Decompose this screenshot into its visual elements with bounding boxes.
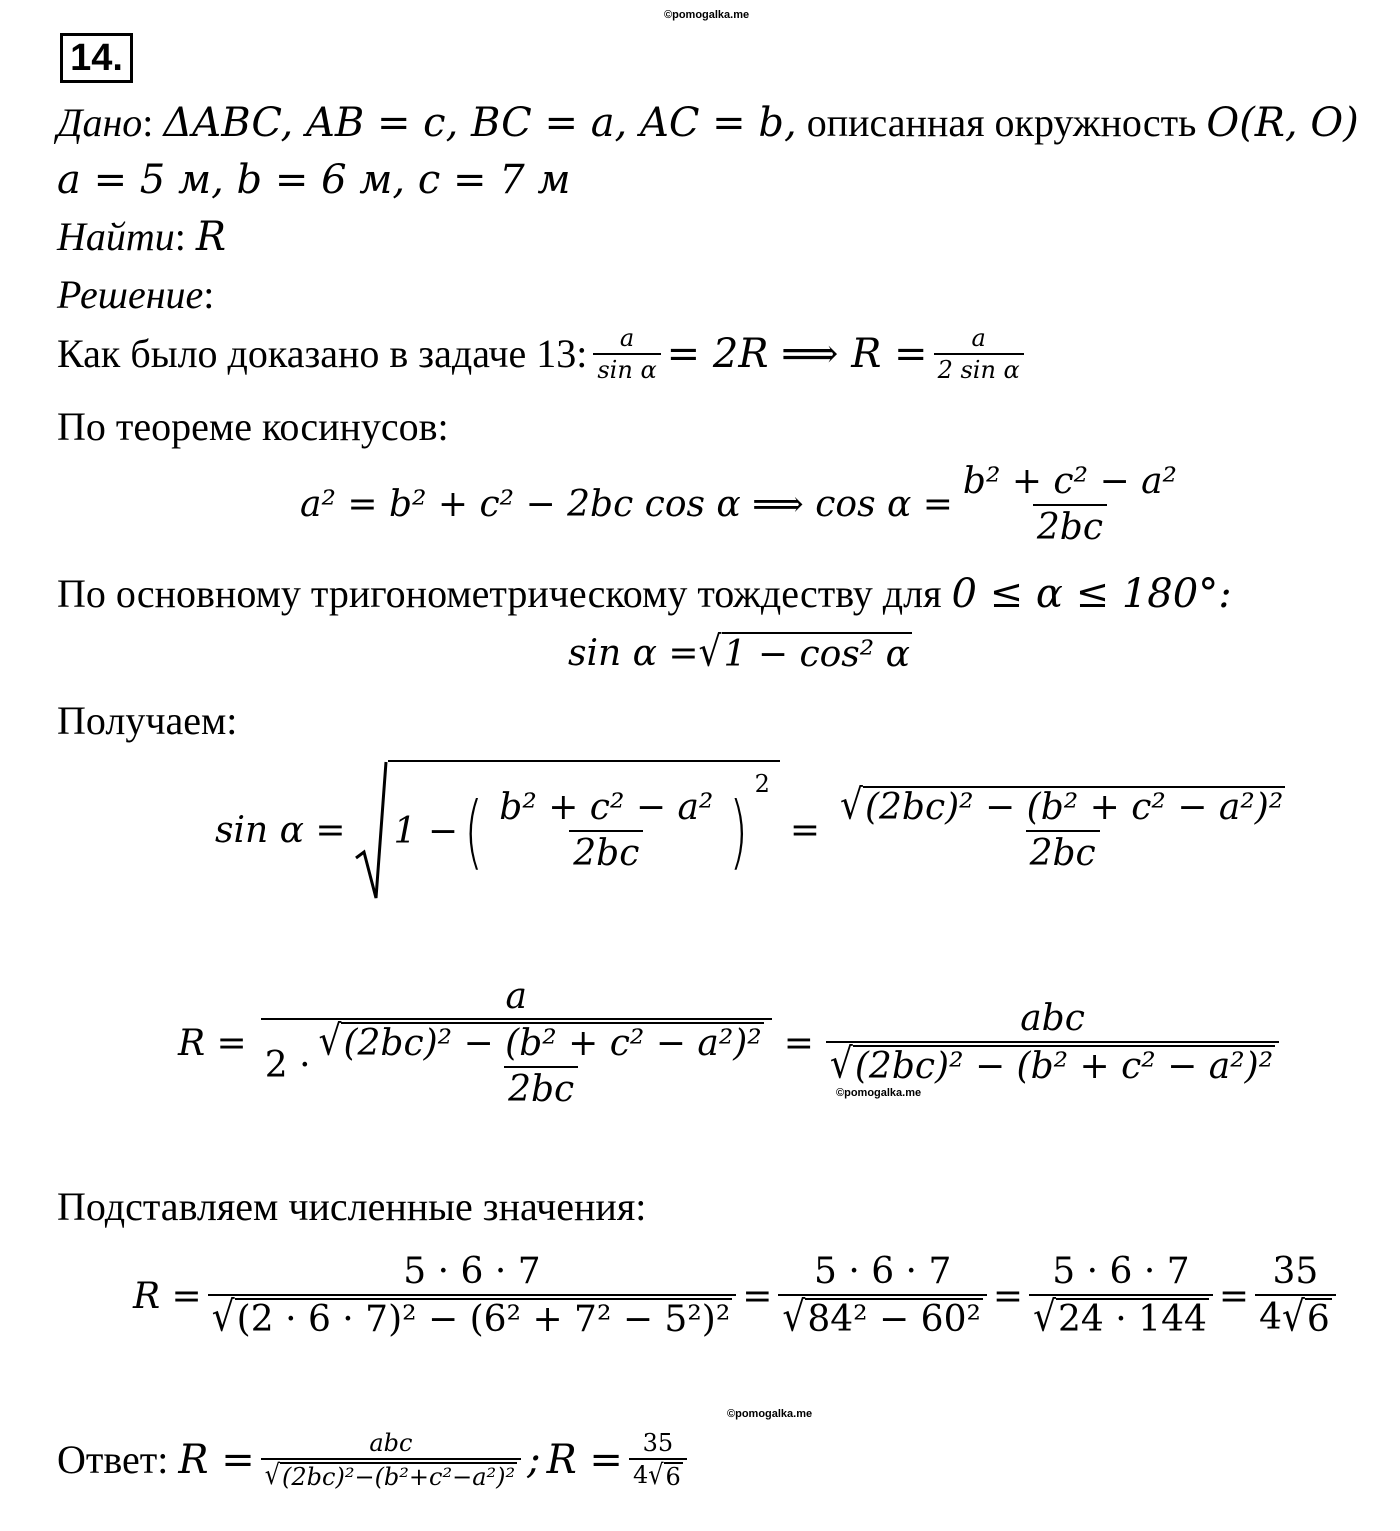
answer-fraction-1: abc √ (2bc)²−(b²+c²−a²)²: [261, 1430, 521, 1491]
given-label: Дано: [57, 100, 143, 145]
numeric-fraction-1: 5 · 6 · 7 √ (2 · 6 · 7)² − (6² + 7² − 5²)²: [208, 1252, 737, 1339]
radical-icon: √: [698, 628, 722, 676]
step2-text: По теореме косинусов:: [57, 404, 449, 449]
step1-text: Как было доказано в задаче 13:: [57, 331, 588, 377]
r-fraction-1: a 2 · √ (2bc)² − (b² + c² − a²)² 2bc: [261, 977, 772, 1110]
find-line: Найти: R: [57, 214, 227, 260]
numeric-formula: R = 5 · 6 · 7 √ (2 · 6 · 7)² − (6² + 7² − 5²)² = 5 · 6 · 7 √ 84² − 60² = 5 · 6 · 7 √ 24 · 144 = 35 4 √ 6: [133, 1236, 1342, 1356]
solution-line: Решение:: [57, 272, 215, 317]
cosine-formula: [300, 462, 1187, 547]
identity-formula: [568, 628, 912, 676]
given-values: a = 5 м, b = 6 м, c = 7 м: [57, 157, 571, 203]
answer-line: Ответ: R = abc √ (2bc)²−(b²+c²−a²)² ; R = 35 4 √ 6: [57, 1420, 693, 1500]
r-formula: R = a 2 · √ (2bc)² − (b² + c² − a²)² 2bc = abc √ (2bc)² − (b² + c² − a²)²: [178, 963, 1285, 1123]
sin-big-radical: 1 − ( $\frac{\text{b² + c² − a²}}{2bc}$ ) 2: [354, 760, 780, 900]
step3-line: [57, 570, 1232, 618]
step3-range: 0 ≤ α ≤ 180°:: [951, 571, 1232, 617]
right-paren: ): [729, 784, 749, 878]
watermark-bottom: ©pomogalka.me: [727, 1408, 813, 1420]
sin-rhs-fraction: √ (2bc)² − (b² + c² − a²)² 2bc: [840, 782, 1284, 874]
identity-lhs: sin α =: [568, 633, 699, 674]
find-label: Найти: [57, 214, 175, 259]
sin-lhs: sin α =: [215, 809, 346, 851]
step1-fraction-2: $\frac{a}{\text{2 sin α}}$: [934, 325, 1024, 384]
answer-label: Ответ:: [57, 1437, 169, 1482]
solution-label: Решение: [57, 272, 204, 317]
cosine-fraction: $\frac{\text{b² + c² − a²}}{2bc}$: [962, 461, 1177, 548]
given-circle-text: описанная окружность: [806, 100, 1197, 145]
step1-fraction-1: $\frac{a}{\text{sin α}}$: [593, 325, 660, 384]
step4-text: Получаем:: [57, 698, 238, 743]
r-lhs: R =: [178, 1022, 247, 1064]
answer-fraction-2: 35 4 √ 6: [629, 1430, 687, 1491]
watermark-top: ©pomogalka.me: [664, 9, 750, 21]
identity-radical: √ 1 − cos² α: [699, 632, 912, 675]
step1-mid: = 2R ⟹ R =: [666, 331, 928, 378]
watermark-middle: ©pomogalka.me: [836, 1087, 922, 1099]
given-line: Дано: ΔABC, AB = c, BC = a, AC = b, описанная окружность O(R, O): [57, 100, 1359, 146]
sin-formula: sin α = 1 − ( $\frac{\text{b² + c² − a²}}{2bc}$ ) 2 = √ (2bc)² − (b² + c² − a²)² 2bc: [215, 760, 1295, 900]
numeric-fraction-2: 5 · 6 · 7 √ 84² − 60²: [778, 1252, 986, 1339]
given-triangle: ΔABC, AB = c, BC = a, AC = b,: [163, 100, 797, 146]
cosine-lhs: a² = b² + c² − 2bc cos α ⟹ cos α =: [300, 484, 953, 526]
problem-number: 14.: [60, 33, 133, 83]
big-radical-icon: [354, 760, 388, 900]
left-paren: (: [464, 784, 484, 878]
r-fraction-2: abc √ (2bc)² − (b² + c² − a²)²: [826, 999, 1279, 1086]
numeric-fraction-4: 35 4 √ 6: [1255, 1252, 1336, 1339]
sin-inner-fraction: $\frac{\text{b² + c² − a²}}{2bc}$: [499, 787, 714, 874]
find-value: R: [195, 214, 227, 260]
step3-text: По основному тригонометрическому тождеству для: [57, 571, 942, 616]
step5-text: Подставляем численные значения:: [57, 1184, 647, 1229]
step1-line: [57, 325, 1030, 384]
numeric-fraction-3: 5 · 6 · 7 √ 24 · 144: [1029, 1252, 1213, 1339]
given-circle-math: O(R, O): [1206, 100, 1359, 146]
